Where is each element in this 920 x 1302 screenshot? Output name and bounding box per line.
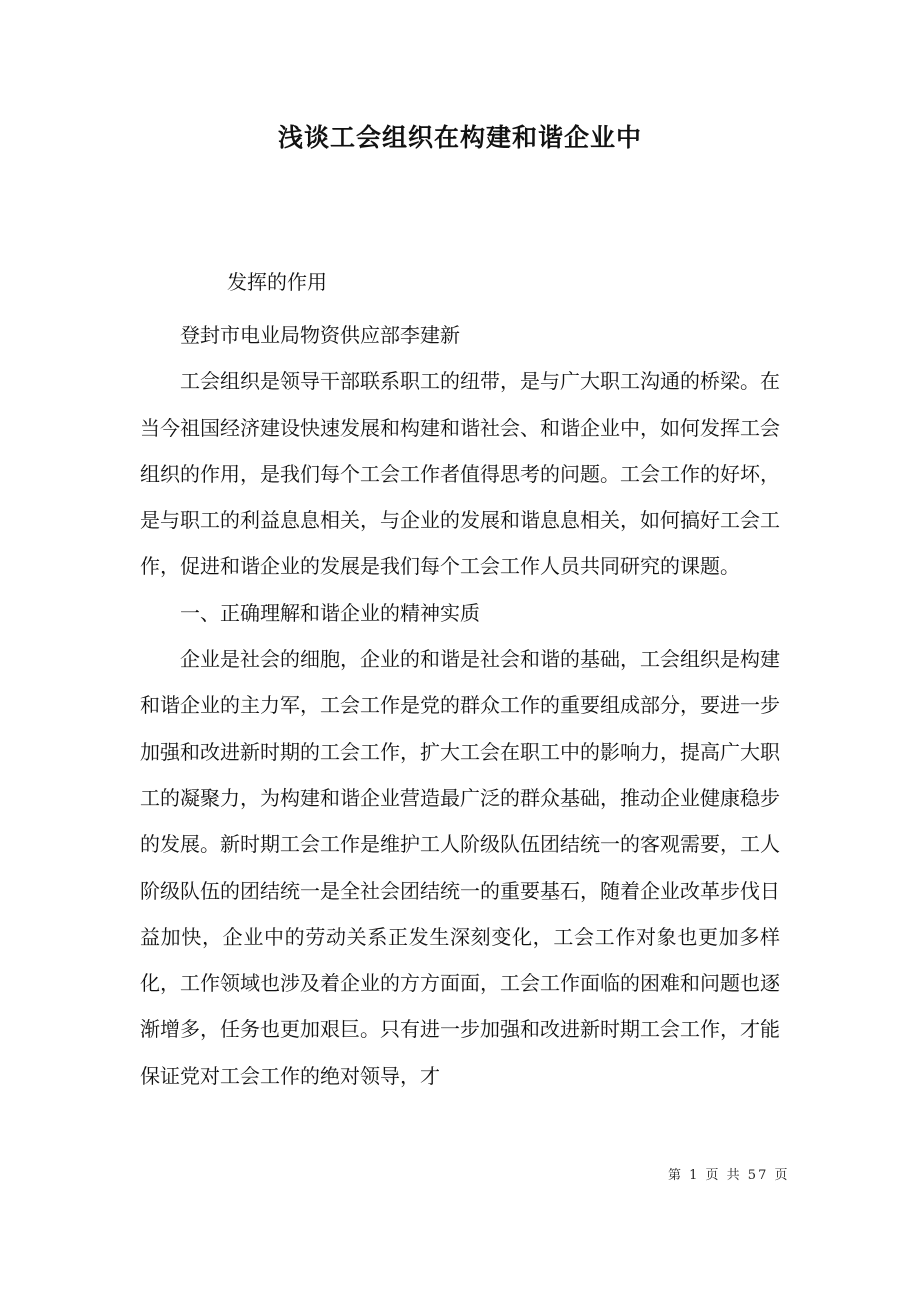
body-paragraph: 工会组织是领导干部联系职工的纽带，是与广大职工沟通的桥梁。在当今祖国经济建设快速发展和构建和谐社会、和谐企业中，如何发挥工会组织的作用，是我们每个工会工作者值得思考的问题。工会工作的好坏，是与职工的利益息息相关，与企业的发展和谐息息相关，如何搞好工会工作，促进和谐企业的发展是我们每个工会工作人员共同研究的课题。 — [140, 369, 780, 579]
document-subtitle: 发挥的作用 — [227, 270, 327, 294]
author-line: 登封市电业局物资供应部李建新 — [180, 323, 460, 347]
body-paragraph: 企业是社会的细胞，企业的和谐是社会和谐的基础，工会组织是构建和谐企业的主力军，工会工作是党的群众工作的重要组成部分，要进一步加强和改进新时期的工会工作，扩大工会在职工中的影响力，提高广大职工的凝聚力，为构建和谐企业营造最广泛的群众基础，推动企业健康稳步的发展。新时期工会工作是维护工人阶级队伍团结统一的客观需要，工人阶级队伍的团结统一是全社会团结统一的重要基石，随着企业改革步伐日益加快，企业中的劳动关系正发生深刻变化，工会工作对象也更加多样化，工作领域也涉及着企业的方方面面，工会工作面临的困难和问题也逐渐增多，任务也更加艰巨。只有进一步加强和改进新时期工会工作，才能保证党对工会工作的绝对领导，才 — [140, 647, 780, 1088]
section-heading: 一、正确理解和谐企业的精神实质 — [180, 600, 480, 625]
page-number-footer: 第 1 页 共 57 页 — [668, 1168, 790, 1183]
document-body — [140, 312, 780, 1099]
document-title: 浅谈工会组织在构建和谐企业中 — [277, 123, 642, 152]
